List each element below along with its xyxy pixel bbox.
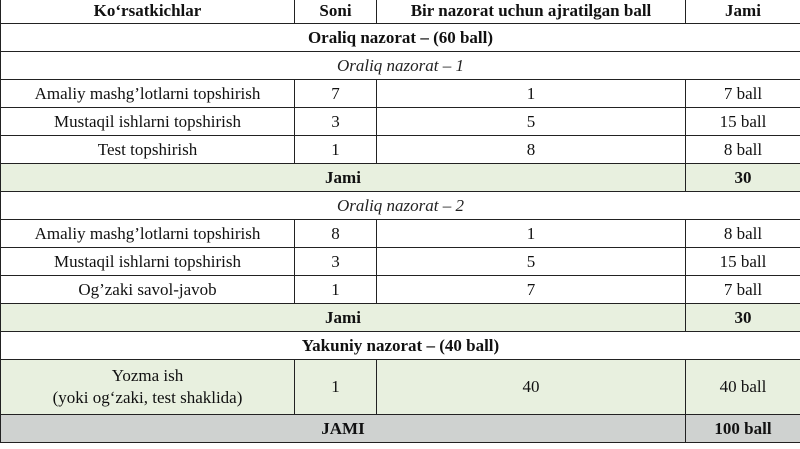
subsection-row <box>1 52 800 80</box>
subtotal-value: 30 <box>686 164 800 192</box>
row-count: 1 <box>295 136 377 164</box>
subtotal-label: Jami <box>1 304 686 332</box>
final-row-name-line2: (yoki og‘zaki, test shaklida) <box>52 388 243 407</box>
section-row <box>1 332 800 360</box>
table-row <box>1 248 800 276</box>
row-total: 15 ball <box>686 248 800 276</box>
row-points: 1 <box>377 80 686 108</box>
row-points: 5 <box>377 248 686 276</box>
table-row <box>1 80 800 108</box>
table-row <box>1 136 800 164</box>
row-total: 7 ball <box>686 276 800 304</box>
header-indicators: Koʻrsatkichlar <box>1 0 295 24</box>
row-count: 8 <box>295 220 377 248</box>
row-name: Og’zaki savol-javob <box>1 276 295 304</box>
row-points: 5 <box>377 108 686 136</box>
header-count: Soni <box>295 0 377 24</box>
row-total: 7 ball <box>686 80 800 108</box>
header-points: Bir nazorat uchun ajratilgan ball <box>377 0 686 24</box>
subtotal-row <box>1 304 800 332</box>
row-count: 7 <box>295 80 377 108</box>
grand-total-value: 100 ball <box>686 415 800 443</box>
row-count: 3 <box>295 248 377 276</box>
row-count: 3 <box>295 108 377 136</box>
row-name: Amaliy mashg’lotlarni topshirish <box>1 80 295 108</box>
row-total: 15 ball <box>686 108 800 136</box>
subsection-title-midterm-2: Oraliq nazorat – 2 <box>1 192 800 220</box>
table-row <box>1 108 800 136</box>
header-total: Jami <box>686 0 800 24</box>
row-points: 7 <box>377 276 686 304</box>
row-points: 8 <box>377 136 686 164</box>
row-total: 8 ball <box>686 136 800 164</box>
row-name: Test topshirish <box>1 136 295 164</box>
row-points: 1 <box>377 220 686 248</box>
final-row-points: 40 <box>377 360 686 415</box>
final-row-total: 40 ball <box>686 360 800 415</box>
table-row <box>1 276 800 304</box>
subtotal-label: Jami <box>1 164 686 192</box>
subsection-title-midterm-1: Oraliq nazorat – 1 <box>1 52 800 80</box>
subtotal-value: 30 <box>686 304 800 332</box>
row-name: Amaliy mashg’lotlarni topshirish <box>1 220 295 248</box>
final-row-name <box>1 360 295 415</box>
grand-total-label: JAMI <box>1 415 686 443</box>
row-name: Mustaqil ishlarni topshirish <box>1 248 295 276</box>
row-count: 1 <box>295 276 377 304</box>
section-row <box>1 24 800 52</box>
final-exam-row <box>1 360 800 415</box>
row-total: 8 ball <box>686 220 800 248</box>
row-name: Mustaqil ishlarni topshirish <box>1 108 295 136</box>
section-title-midterm: Oraliq nazorat – (60 ball) <box>1 24 800 52</box>
section-title-final: Yakuniy nazorat – (40 ball) <box>1 332 800 360</box>
subsection-row <box>1 192 800 220</box>
grand-total-row <box>1 415 800 443</box>
final-row-name-line1: Yozma ish <box>111 366 184 385</box>
header-row <box>1 0 800 24</box>
subtotal-row <box>1 164 800 192</box>
final-row-count: 1 <box>295 360 377 415</box>
table-row <box>1 220 800 248</box>
